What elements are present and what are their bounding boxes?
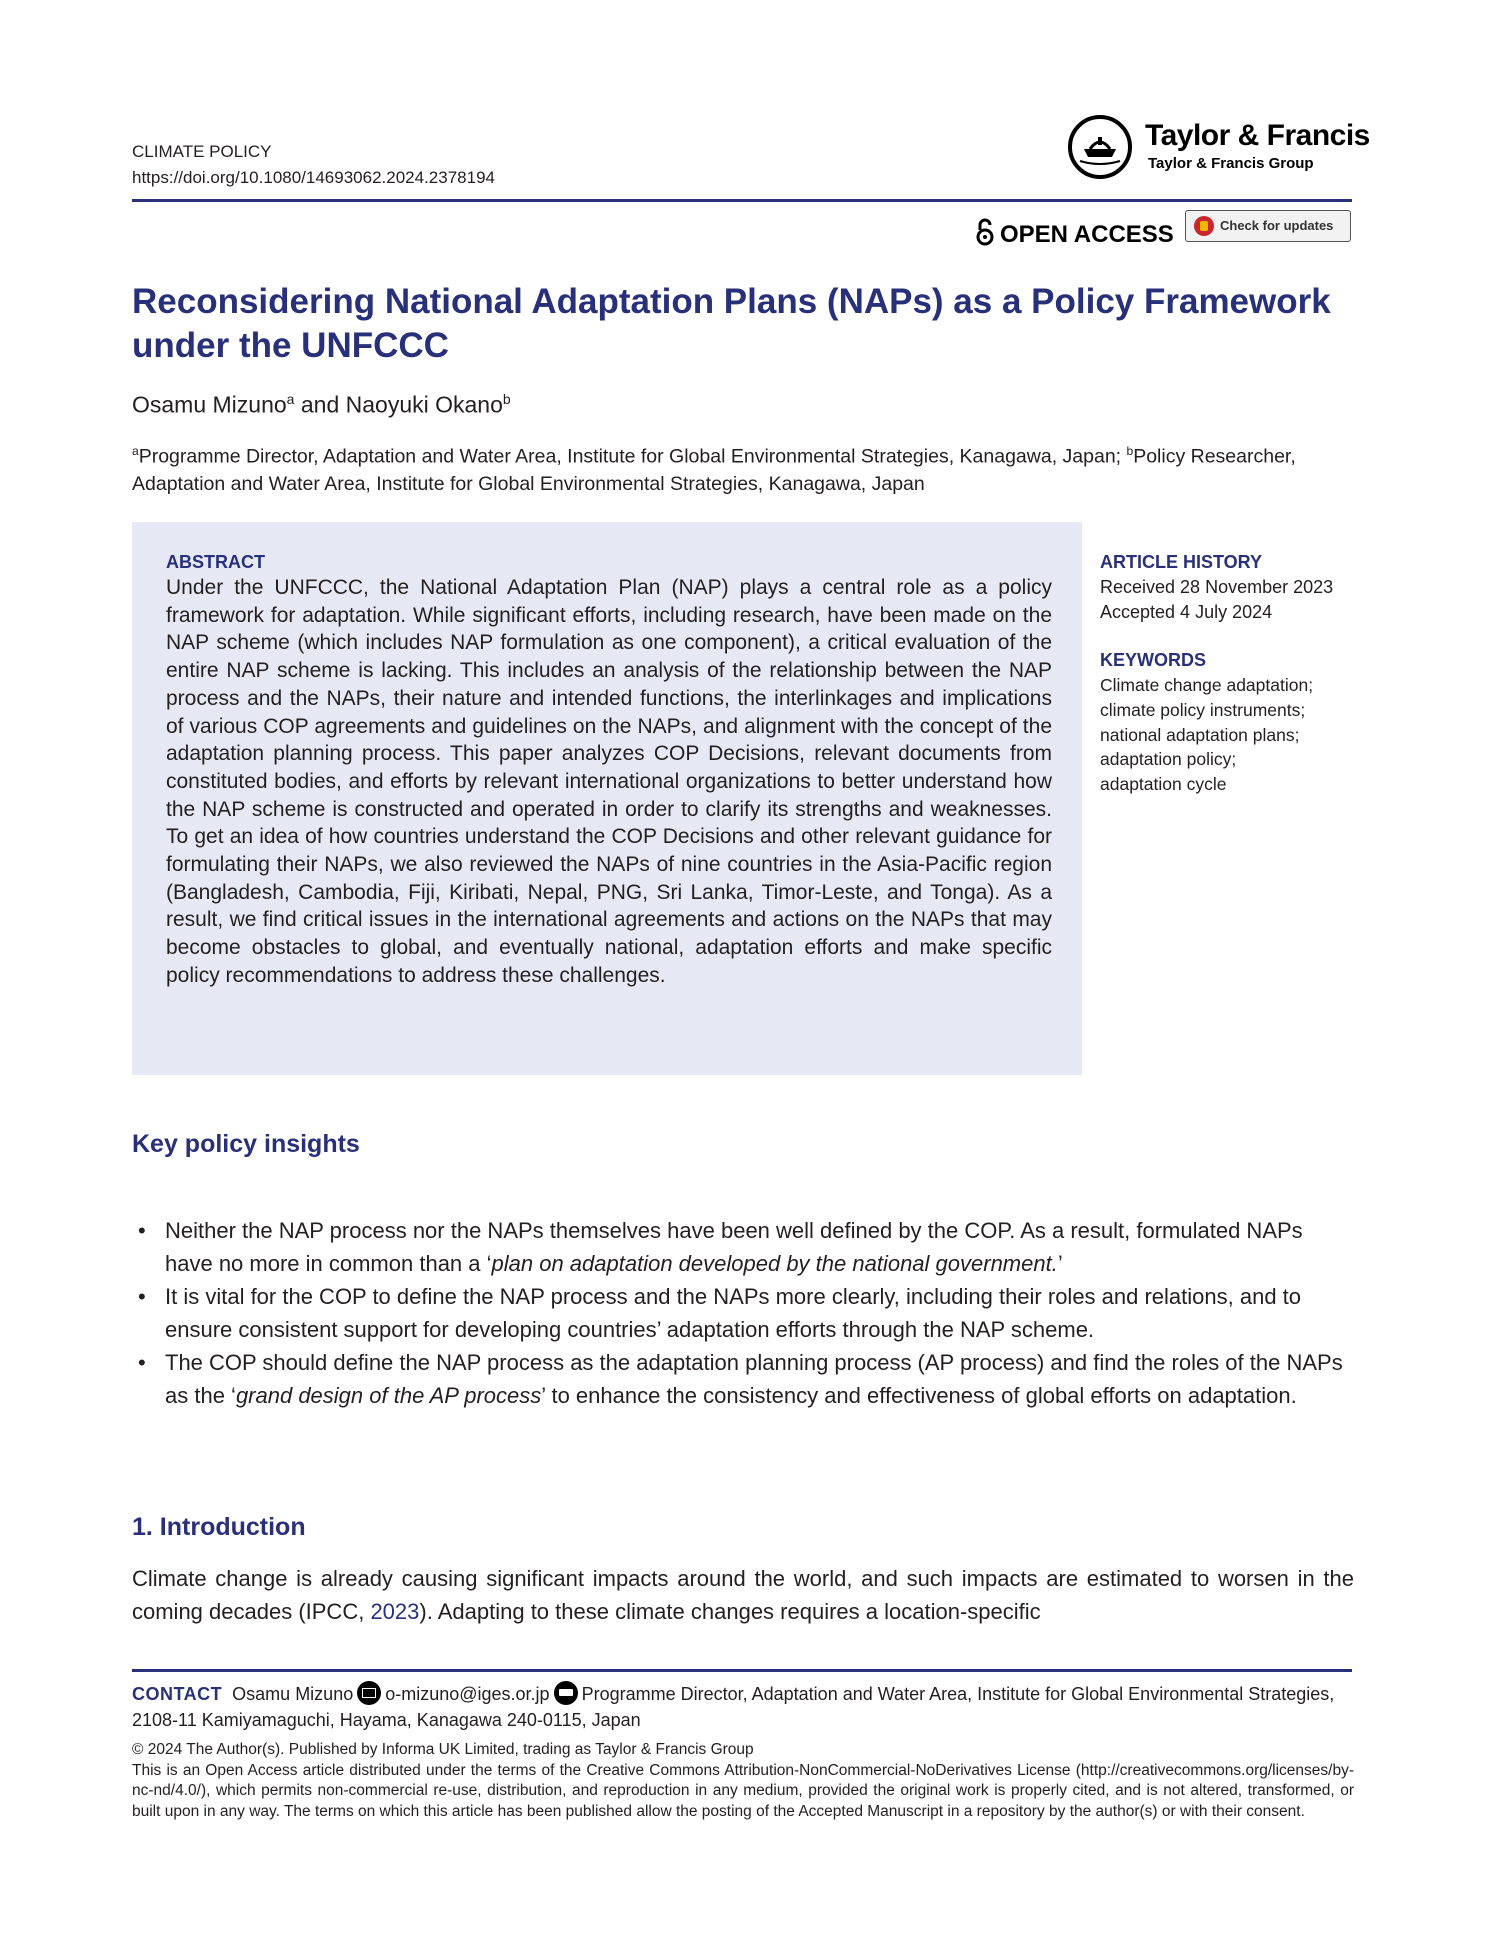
open-access-label: OPEN ACCESS (1000, 220, 1174, 248)
insight-item (132, 1214, 1354, 1280)
keyword-item: adaptation cycle (1100, 774, 1227, 795)
license-notice (132, 1761, 1354, 1822)
publisher-emblem-icon (1068, 115, 1132, 179)
copyright-notice: © 2024 The Author(s). Published by Informa UK Limited, trading as Taylor & Francis Group (132, 1741, 754, 1758)
author-name[interactable]: Naoyuki Okano (345, 391, 503, 418)
insights-heading: Key policy insights (132, 1130, 360, 1158)
author-list (132, 383, 511, 421)
insight-text: ’ to enhance the consistency and effectiveness of global efforts on adaptation. (541, 1383, 1297, 1408)
received-date: Received 28 November 2023 (1100, 577, 1334, 597)
header-rule (132, 199, 1352, 202)
insight-text: It is vital for the COP to define the NAP process and the NAPs more clearly, including their roles and relations, and to ensure consistent support for developing countries’ adaptation efforts through the NAP scheme. (165, 1284, 1302, 1342)
contact-address: Programme Director, Adaptation and Water Area, Institute for Global Environmental Strategies, 2108-11 Kamiyamaguchi, Hayama, Kanagawa 240-0115, Japan (132, 1684, 1335, 1730)
author-affil-marker: a (286, 391, 295, 407)
check-for-updates-button[interactable] (1185, 210, 1351, 242)
keyword-item: adaptation policy; (1100, 749, 1237, 770)
insight-emphasis: plan on adaptation developed by the national government. (491, 1251, 1058, 1276)
citation-link[interactable]: 2023 (370, 1599, 420, 1624)
affiliation-a: Programme Director, Adaptation and Water Area, Institute for Global Environmental Strategies, Kanagawa, Japan; (138, 445, 1127, 468)
article-title: Reconsidering National Adaptation Plans (NAPs) as a Policy Framework under the UNFCCC (132, 282, 1331, 365)
article-history-heading: ARTICLE HISTORY (1100, 552, 1263, 572)
footer-rule (132, 1669, 1352, 1672)
insight-text: ’ (1057, 1251, 1063, 1276)
publisher-logo[interactable] (1068, 115, 1370, 190)
license-link[interactable]: http://creativecommons.org/licenses/by-nc-nd/4.0/ (132, 1762, 1354, 1800)
author-name[interactable]: Osamu Mizuno (132, 391, 287, 418)
doi-link[interactable]: https://doi.org/10.1080/14693062.2024.2378194 (132, 168, 495, 187)
section-heading-introduction: 1. Introduction (132, 1513, 306, 1541)
crossmark-icon (1194, 216, 1214, 236)
keywords (1100, 648, 1370, 797)
affiliations (132, 438, 1357, 498)
check-for-updates-label: Check for updates (1220, 218, 1334, 233)
body-text: Climate change is already causing significant impacts around the world, and such impacts are estimated to worsen in the coming decades (IPCC, (132, 1566, 1354, 1624)
license-text: ), which permits non-commercial re-use, distribution, and reproduction in any medium, provided the original work is properly cited, and is not altered, transformed, or built upon in any way. The terms on which this article has been published allow the posting of the Accepted Manuscript in a repository by the author(s) or with their consent. (132, 1782, 1354, 1820)
introduction-paragraph (132, 1562, 1354, 1628)
address-icon (554, 1681, 578, 1705)
author-conjunction: and (294, 391, 346, 418)
open-lock-icon (976, 218, 994, 253)
contact-name: Osamu Mizuno (232, 1684, 354, 1704)
insight-emphasis: grand design of the AP process (235, 1383, 542, 1408)
body-text: ). Adapting to these climate changes requires a location-specific (419, 1599, 1041, 1624)
insight-item (132, 1346, 1354, 1412)
keywords-heading: KEYWORDS (1100, 650, 1207, 670)
keyword-item: Climate change adaptation; (1100, 675, 1314, 695)
insight-text: Neither the NAP process nor the NAPs themselves have been well defined by the COP. As a result, formulated NAPs have no more in common than a ‘ (165, 1218, 1303, 1276)
insight-text: The COP should define the NAP process as the adaptation planning process (AP process) and find the roles of the NAPs as the ‘ (165, 1350, 1343, 1408)
affil-marker: b (1126, 444, 1134, 458)
insight-item (132, 1280, 1354, 1346)
publisher-group: Taylor & Francis Group (1148, 155, 1314, 172)
abstract-heading: ABSTRACT (166, 552, 265, 572)
accepted-date: Accepted 4 July 2024 (1100, 602, 1273, 622)
affiliation-b: Policy Researcher, Adaptation and Water Area, Institute for Global Environmental Strategies, Kanagawa, Japan (132, 445, 1296, 495)
contact-label: CONTACT (132, 1684, 223, 1704)
publisher-name: Taylor & Francis (1145, 119, 1370, 152)
journal-name: CLIMATE POLICY (132, 142, 272, 161)
open-access-badge (976, 218, 1174, 248)
abstract-text: Under the UNFCCC, the National Adaptation Plan (NAP) plays a central role as a policy framework for adaptation. While significant efforts, including research, have been made on the NAP scheme (which includes NAP formulation as one component), a critical evaluation of the entire NAP scheme is lacking. This includes an analysis of the relationship between the NAP process and the NAPs, their nature and intended functions, the interlinkages and implications of various COP agreements and guidelines on the NAPs, and alignment with the concept of the adaptation planning process. This paper analyzes COP Decisions, relevant documents from constituted bodies, and efforts by relevant international organizations to better understand how the NAP scheme is constructed and operated in order to clarify its strengths and weaknesses. To get an idea of how countries understand the COP Decisions and other relevant guidance for formulating their NAPs, we also reviewed the NAPs of nine countries in the Asia-Pacific region (Bangladesh, Cambodia, Fiji, Kiribati, Nepal, PNG, Sri Lanka, Timor-Leste, and Tonga). As a result, we find critical issues in the international agreements and actions on the NAPs that may become obstacles to global, and eventually national, adaptation efforts and make specific policy recommendations to address these challenges. (166, 576, 1052, 987)
insights-list (132, 1214, 1354, 1412)
contact-email[interactable]: o-mizuno@iges.or.jp (385, 1684, 550, 1704)
author-affil-marker: b (502, 391, 511, 407)
keyword-item: climate policy instruments; (1100, 699, 1306, 720)
keyword-item: national adaptation plans; (1100, 724, 1300, 745)
affil-marker: a (132, 444, 139, 458)
email-icon (357, 1681, 381, 1705)
article-history (1100, 550, 1370, 625)
license-text: This is an Open Access article distributed under the terms of the Creative Commons Attribution-NonCommercial-NoDerivatives License ( (132, 1762, 1081, 1779)
contact-info (132, 1681, 1354, 1733)
